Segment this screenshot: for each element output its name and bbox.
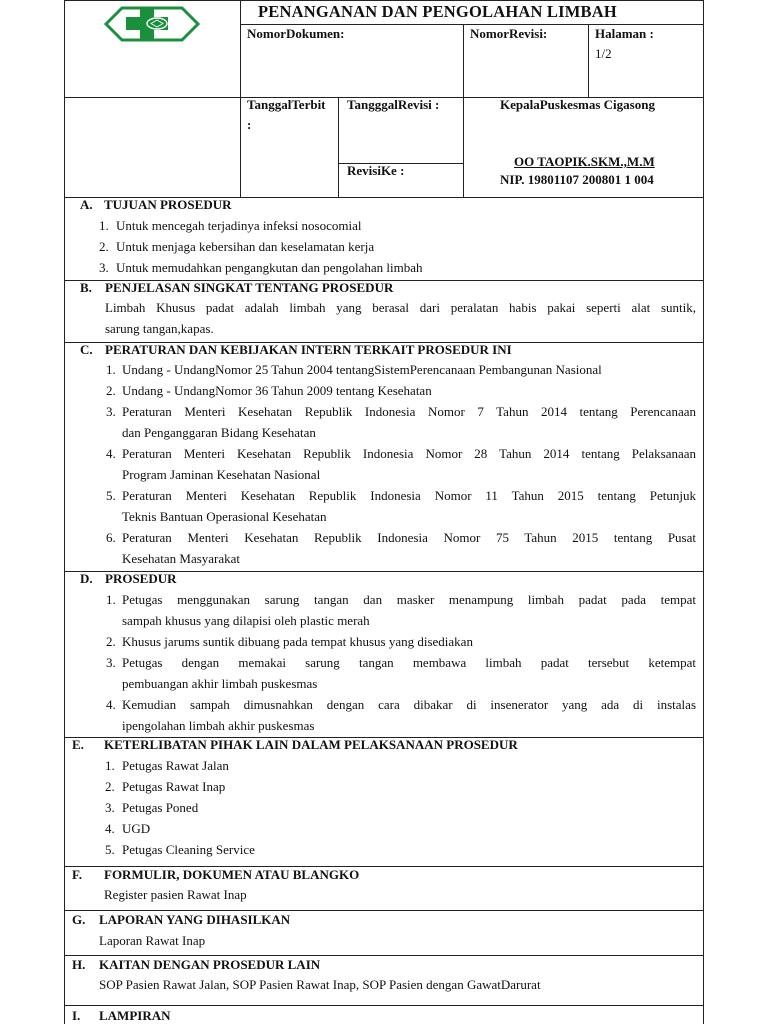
- section-text: SOP Pasien Rawat Jalan, SOP Pasien Rawat Inap, SOP Pasien dengan GawatDarurat: [99, 977, 541, 992]
- header-divider: [338, 97, 339, 198]
- list-number: 5.: [105, 842, 115, 857]
- kepala-name: OO TAOPIK.SKM.,M.M: [514, 154, 655, 169]
- section-title: PENJELASAN SINGKAT TENTANG PROSEDUR: [105, 280, 394, 295]
- list-item: Petugas menggunakan sarung tangan dan masker menampung limbah padat pada tempat: [122, 592, 696, 607]
- list-number: 1.: [99, 218, 109, 233]
- list-number: 4.: [105, 821, 115, 836]
- section-divider: [64, 1005, 704, 1006]
- section-title: LAPORAN YANG DIHASILKAN: [99, 912, 291, 927]
- section-letter: D.: [80, 571, 93, 586]
- section-letter: C.: [80, 342, 93, 357]
- kepala-puskesmas-label: KepalaPuskesmas Cigasong: [500, 97, 655, 112]
- section-letter: A.: [80, 197, 93, 212]
- header-divider: [240, 0, 241, 198]
- list-number: 1.: [106, 592, 116, 607]
- section-letter: E.: [72, 737, 84, 752]
- list-number: 3.: [106, 404, 116, 419]
- list-item: Untuk memudahkan pengangkutan dan pengolahan limbah: [116, 260, 423, 275]
- section-title: TUJUAN PROSEDUR: [104, 197, 232, 212]
- section-letter: H.: [72, 957, 86, 972]
- list-item: Peraturan Menteri Kesehatan Republik Indonesia Nomor 28 Tahun 2014 tentang Pelaksanaan: [122, 446, 696, 461]
- section-letter: F.: [72, 867, 82, 882]
- list-number: 3.: [99, 260, 109, 275]
- list-item: UGD: [122, 821, 151, 836]
- header-divider: [463, 24, 464, 98]
- table-top-border: [64, 0, 704, 1]
- section-divider: [64, 955, 704, 956]
- paragraph-line: Limbah Khusus padat adalah limbah yang berasal dari peralatan habis pakai seperti alat suntik,: [105, 300, 696, 315]
- list-item: Petugas dengan memakai sarung tangan membawa limbah padat tersebut ketempat: [122, 655, 696, 670]
- tanggal-terbit-label: TanggalTerbit: [247, 97, 326, 112]
- section-title: PERATURAN DAN KEBIJAKAN INTERN TERKAIT PROSEDUR INI: [105, 342, 512, 357]
- green-cross-logo-icon: [100, 3, 204, 45]
- document-title: PENANGANAN DAN PENGOLAHAN LIMBAH: [258, 2, 617, 21]
- list-item-continued: dan Penganggaran Bidang Kesehatan: [122, 425, 316, 440]
- list-item: Khusus jarums suntik dibuang pada tempat khusus yang disediakan: [122, 634, 473, 649]
- list-number: 1.: [106, 362, 116, 377]
- list-item-continued: pembuangan akhir limbah puskesmas: [122, 676, 318, 691]
- table-left-border: [64, 0, 65, 1024]
- list-number: 2.: [99, 239, 109, 254]
- tanggal-terbit-colon: :: [247, 117, 252, 132]
- nomor-revisi-label: NomorRevisi:: [470, 26, 548, 41]
- paragraph-line: sarung tangan,kapas.: [105, 321, 214, 336]
- header-divider: [240, 24, 704, 25]
- list-item: Kemudian sampah dimusnahkan dengan cara dibakar di insenerator yang ada di instalas: [122, 697, 696, 712]
- header-divider: [463, 97, 464, 198]
- list-number: 3.: [105, 800, 115, 815]
- list-item: Peraturan Menteri Kesehatan Republik Indonesia Nomor 7 Tahun 2014 tentang Perencanaan: [122, 404, 696, 419]
- list-item: Undang - UndangNomor 36 Tahun 2009 tentang Kesehatan: [122, 383, 432, 398]
- section-text: Laporan Rawat Inap: [99, 933, 206, 948]
- tanggal-revisi-label: TangggalRevisi :: [347, 97, 440, 112]
- list-number: 3.: [106, 655, 116, 670]
- list-item-continued: ipengolahan limbah akhir puskesmas: [122, 718, 315, 733]
- list-number: 2.: [105, 779, 115, 794]
- list-item: Petugas Rawat Jalan: [122, 758, 229, 773]
- list-number: 2.: [106, 383, 116, 398]
- halaman-value: 1/2: [595, 46, 612, 61]
- list-item-continued: Kesehatan Masyarakat: [122, 551, 241, 566]
- section-title: PROSEDUR: [105, 571, 177, 586]
- section-letter: B.: [80, 280, 92, 295]
- list-item: Undang - UndangNomor 25 Tahun 2004 tentangSistemPerencanaan Pembangunan Nasional: [122, 362, 602, 377]
- section-divider: [64, 910, 704, 911]
- section-title: FORMULIR, DOKUMEN ATAU BLANGKO: [104, 867, 360, 882]
- list-number: 4.: [106, 697, 116, 712]
- list-item: Petugas Cleaning Service: [122, 842, 255, 857]
- list-number: 2.: [106, 634, 116, 649]
- list-item: Peraturan Menteri Kesehatan Republik Indonesia Nomor 11 Tahun 2015 tentang Petunjuk: [122, 488, 696, 503]
- halaman-label: Halaman :: [595, 26, 654, 41]
- section-letter: G.: [72, 912, 86, 927]
- header-divider: [588, 24, 589, 98]
- list-item-continued: Teknis Bantuan Operasional Kesehatan: [122, 509, 327, 524]
- section-text: Register pasien Rawat Inap: [104, 887, 247, 902]
- revisi-ke-label: RevisiKe :: [347, 163, 405, 178]
- section-title: KETERLIBATAN PIHAK LAIN DALAM PELAKSANAAN PROSEDUR: [104, 737, 518, 752]
- kepala-nip: NIP. 19801107 200801 1 004: [500, 172, 654, 187]
- list-item-continued: Program Jaminan Kesehatan Nasional: [122, 467, 321, 482]
- list-item: Untuk mencegah terjadinya infeksi nosocomial: [116, 218, 362, 233]
- list-item: Petugas Rawat Inap: [122, 779, 226, 794]
- list-item: Peraturan Menteri Kesehatan Republik Indonesia Nomor 75 Tahun 2015 tentang Pusat: [122, 530, 696, 545]
- list-number: 1.: [105, 758, 115, 773]
- section-letter: I.: [72, 1008, 81, 1023]
- list-number: 6.: [106, 530, 116, 545]
- section-title: KAITAN DENGAN PROSEDUR LAIN: [99, 957, 321, 972]
- table-right-border: [703, 0, 704, 1024]
- list-item: Petugas Poned: [122, 800, 199, 815]
- section-title: LAMPIRAN: [99, 1008, 171, 1023]
- list-item-continued: sampah khusus yang dilapisi oleh plastic merah: [122, 613, 370, 628]
- list-item: Untuk menjaga kebersihan dan keselamatan kerja: [116, 239, 375, 254]
- nomor-dokumen-label: NomorDokumen:: [247, 26, 345, 41]
- list-number: 5.: [106, 488, 116, 503]
- list-number: 4.: [106, 446, 116, 461]
